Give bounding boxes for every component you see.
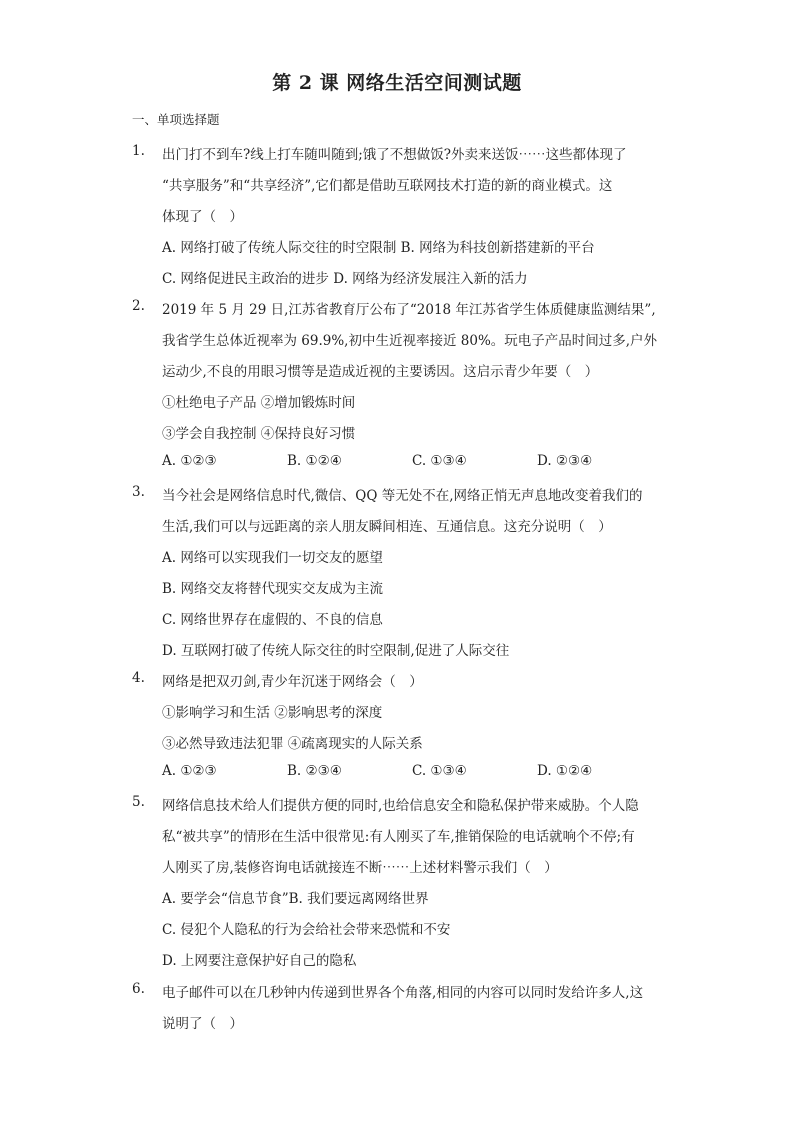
- question-text-line: 网络信息技术给人们提供方便的同时,也给信息安全和隐私保护带来威胁。个人隐: [162, 798, 639, 814]
- question-number: 5.: [132, 794, 145, 810]
- option-line: A. 网络打破了传统人际交往的时空限制 B. 网络为科技创新搭建新的平台: [162, 240, 595, 256]
- question-text-line: 2019 年 5 月 29 日,江苏省教育厅公布了“2018 年江苏省学生体质健康监测结果”,: [162, 302, 656, 318]
- question-number: 6.: [132, 981, 145, 997]
- option-line: D. 互联网打破了传统人际交往的时空限制,促进了人际交往: [162, 643, 510, 659]
- question-number: 3.: [132, 484, 145, 500]
- question-text-line: 生活,我们可以与远距离的亲人朋友瞬间相连、互通信息。这充分说明（ ）: [162, 519, 612, 535]
- option-line: C. 网络世界存在虚假的、不良的信息: [162, 612, 383, 628]
- option-b: B. ①②④: [287, 453, 342, 469]
- option-d: D. ②③④: [537, 453, 593, 469]
- question-text-line: 说明了（ ）: [162, 1016, 243, 1032]
- statement-line: ③必然导致违法犯罪 ④疏离现实的人际关系: [162, 736, 423, 752]
- statement-line: ①影响学习和生活 ②影响思考的深度: [162, 705, 383, 721]
- question-text-line: 体现了（ ）: [162, 209, 243, 225]
- question-number: 2.: [132, 298, 145, 314]
- question-number: 4.: [132, 670, 145, 686]
- question-text-line: 我省学生总体近视率为 69.9%,初中生近视率接近 80%。玩电子产品时间过多,户外: [162, 333, 658, 349]
- question-text-line: 运动少,不良的用眼习惯等是造成近视的主要诱因。这启示青少年要（ ）: [162, 364, 599, 380]
- option-line: C. 侵犯个人隐私的行为会给社会带来恐慌和不安: [162, 922, 451, 938]
- option-line: B. 网络交友将替代现实交友成为主流: [162, 581, 384, 597]
- statement-line: ①杜绝电子产品 ②增加锻炼时间: [162, 395, 356, 411]
- option-a: A. ①②③: [162, 763, 217, 779]
- question-text-line: 电子邮件可以在几秒钟内传递到世界各个角落,相同的内容可以同时发给许多人,这: [162, 985, 644, 1001]
- statement-line: ③学会自我控制 ④保持良好习惯: [162, 426, 356, 442]
- option-line: A. 网络可以实现我们一切交友的愿望: [162, 550, 383, 566]
- question-text-line: 当今社会是网络信息时代,微信、QQ 等无处不在,网络正悄无声息地改变着我们的: [162, 488, 643, 504]
- question-text-line: 出门打不到车?线上打车随叫随到;饿了不想做饭?外卖来送饭⋯⋯这些都体现了: [162, 147, 627, 163]
- option-a: A. ①②③: [162, 453, 217, 469]
- page-title: 第 2 课 网络生活空间测试题: [272, 72, 522, 94]
- option-line: C. 网络促进民主政治的进步 D. 网络为经济发展注入新的活力: [162, 271, 528, 287]
- option-b: B. ②③④: [287, 763, 342, 779]
- question-text-line: “共享服务”和“共享经济”,它们都是借助互联网技术打造的新的商业模式。这: [162, 178, 613, 194]
- option-c: C. ①③④: [412, 453, 467, 469]
- option-c: C. ①③④: [412, 763, 467, 779]
- question-number: 1.: [132, 143, 145, 159]
- option-line: A. 要学会“信息节食”B. 我们要远离网络世界: [162, 891, 429, 907]
- option-line: D. 上网要注意保护好自己的隐私: [162, 953, 357, 969]
- option-d: D. ①②④: [537, 763, 593, 779]
- question-text-line: 网络是把双刃剑,青少年沉迷于网络会（ ）: [162, 674, 423, 690]
- question-text-line: 人刚买了房,装修咨询电话就接连不断⋯⋯上述材料警示我们（ ）: [162, 860, 558, 876]
- section-heading: 一、单项选择题: [132, 112, 220, 127]
- question-text-line: 私“被共享”的情形在生活中很常见:有人刚买了车,推销保险的电话就响个不停;有: [162, 829, 635, 845]
